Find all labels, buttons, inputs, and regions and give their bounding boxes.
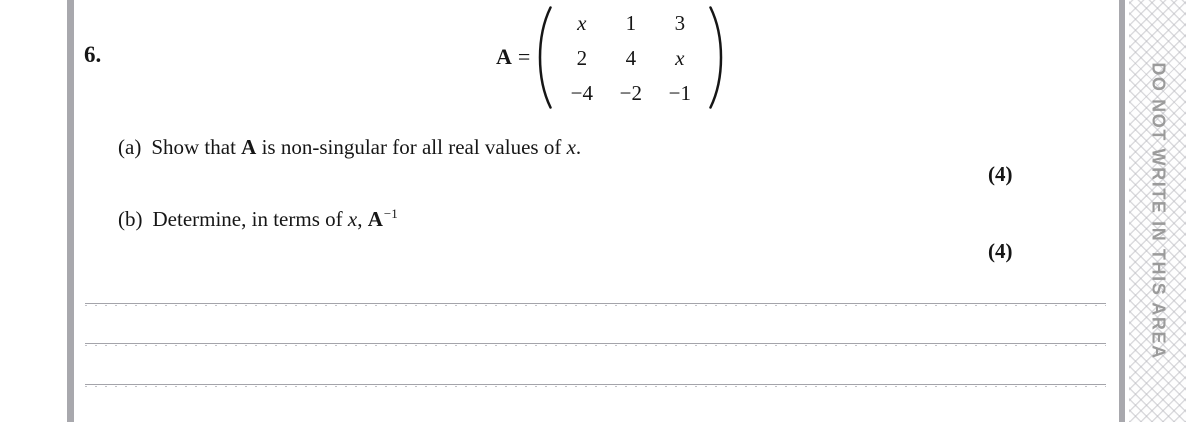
do-not-write-label: DO NOT WRITE IN THIS AREA (1148, 62, 1168, 360)
answer-line (85, 343, 1106, 347)
matrix-cell-2-0: −4 (570, 80, 593, 105)
part-a-label: (a) (118, 135, 142, 159)
matrix-cell-0-1: 1 (625, 10, 637, 35)
right-margin-bar (1119, 0, 1125, 422)
question-number: 6. (84, 42, 102, 67)
part-b-matrix-symbol: A (367, 207, 383, 231)
part-b-variable: x (347, 207, 358, 231)
matrix-cell-1-2: x (675, 45, 685, 70)
question-part-b (118, 207, 398, 232)
part-b-text-before: Determine, in terms of (152, 207, 348, 231)
matrix-symbol-A: A (496, 44, 512, 69)
part-a-marks: (4) (988, 162, 1013, 186)
part-b-label: (b) (118, 207, 143, 231)
matrix-cell-1-0: 2 (576, 45, 588, 70)
matrix-cell-2-1: −2 (619, 80, 642, 105)
part-a-period: . (575, 135, 582, 159)
left-margin-bar (67, 0, 74, 422)
part-a-matrix-symbol: A (241, 135, 257, 159)
matrix-cell-2-2: −1 (668, 80, 691, 105)
question-part-a (118, 135, 581, 160)
equals-sign: = (517, 44, 531, 69)
part-a-text-before: Show that (151, 135, 242, 159)
matrix-cells (553, 6, 708, 111)
part-a-text-after: is non-singular for all real values of (256, 135, 567, 159)
part-b-inverse-exponent: −1 (383, 206, 398, 221)
matrix-right-paren (708, 6, 723, 109)
part-b-marks: (4) (988, 239, 1013, 263)
answer-line (85, 384, 1106, 388)
answer-line (85, 303, 1106, 307)
part-b-separator: , (357, 207, 368, 231)
matrix-cell-0-0: x (577, 10, 587, 35)
do-not-write-sidebar (1129, 0, 1186, 422)
matrix-cell-0-2: 3 (674, 10, 686, 35)
part-a-variable: x (566, 135, 576, 159)
matrix-cell-1-1: 4 (625, 45, 637, 70)
matrix-left-paren (538, 6, 553, 109)
matrix-equation (496, 4, 723, 110)
